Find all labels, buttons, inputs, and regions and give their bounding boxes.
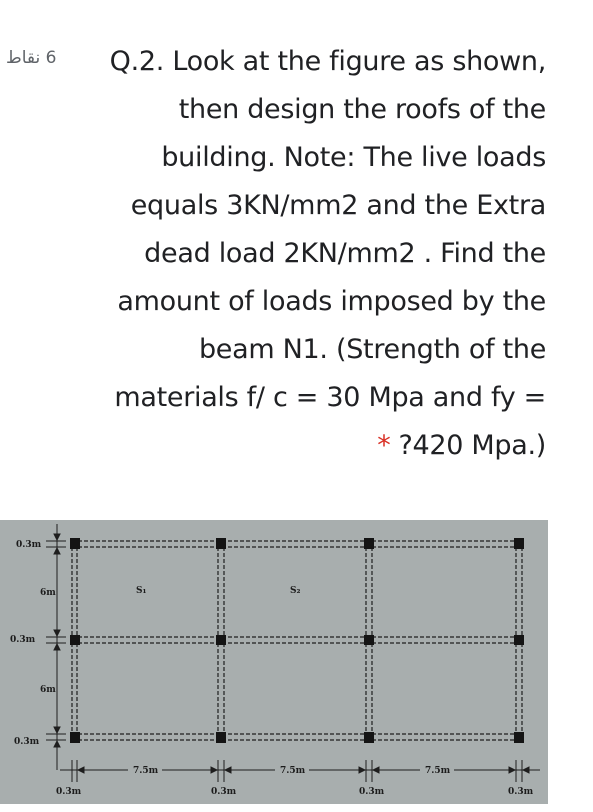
floor-plan-figure xyxy=(0,520,548,804)
question-line-9 xyxy=(56,422,546,470)
dim-label-bottom-beam: 0.3m xyxy=(14,737,40,747)
column xyxy=(364,635,374,645)
column xyxy=(364,732,374,743)
question-line-6: amount of loads imposed by the xyxy=(117,286,546,317)
column xyxy=(70,538,80,549)
points-badge: 6 نقاط xyxy=(6,48,57,68)
column xyxy=(70,635,80,645)
span-label-3: 7.5m xyxy=(425,766,451,776)
floor-plan-drawing xyxy=(0,520,548,804)
span-label-1: 7.5m xyxy=(133,766,159,776)
dim-label-span-1: 6m xyxy=(40,588,56,598)
column xyxy=(216,635,226,645)
dim-label-top-beam: 0.3m xyxy=(16,540,42,550)
question-line-9-text: ?420 Mpa.) xyxy=(398,430,546,461)
column-width-label-4: 0.3m xyxy=(508,787,534,797)
column xyxy=(514,635,524,645)
slab-label-s2: S₂ xyxy=(290,586,301,596)
column xyxy=(514,732,524,743)
question-line-2: then design the roofs of the xyxy=(178,94,546,125)
question-line-7: beam N1. (Strength of the xyxy=(198,334,546,365)
column xyxy=(70,732,80,743)
column-width-label-1: 0.3m xyxy=(56,787,82,797)
dim-label-middle-beam: 0.3m xyxy=(10,635,36,645)
span-label-2: 7.5m xyxy=(280,766,306,776)
slab-label-s1: S₁ xyxy=(136,586,147,596)
vertical-dimension xyxy=(46,524,66,770)
question-line-5: dead load 2KN/mm2 . Find the xyxy=(144,238,546,269)
column xyxy=(514,538,524,549)
dim-label-span-2: 6m xyxy=(40,685,56,695)
question-line-3: building. Note: The live loads xyxy=(161,142,546,173)
question-text xyxy=(56,38,546,470)
column-width-label-3: 0.3m xyxy=(359,787,385,797)
column xyxy=(364,538,374,549)
columns xyxy=(70,538,524,743)
question-line-4: equals 3KN/mm2 and the Extra xyxy=(130,190,546,221)
required-star: * xyxy=(377,430,391,461)
column xyxy=(216,732,226,743)
question-line-8: materials f/ c = 30 Mpa and fy = xyxy=(114,382,546,413)
column xyxy=(216,538,226,549)
column-width-label-2: 0.3m xyxy=(211,787,237,797)
question-line-1: Q.2. Look at the figure as shown, xyxy=(109,46,546,77)
